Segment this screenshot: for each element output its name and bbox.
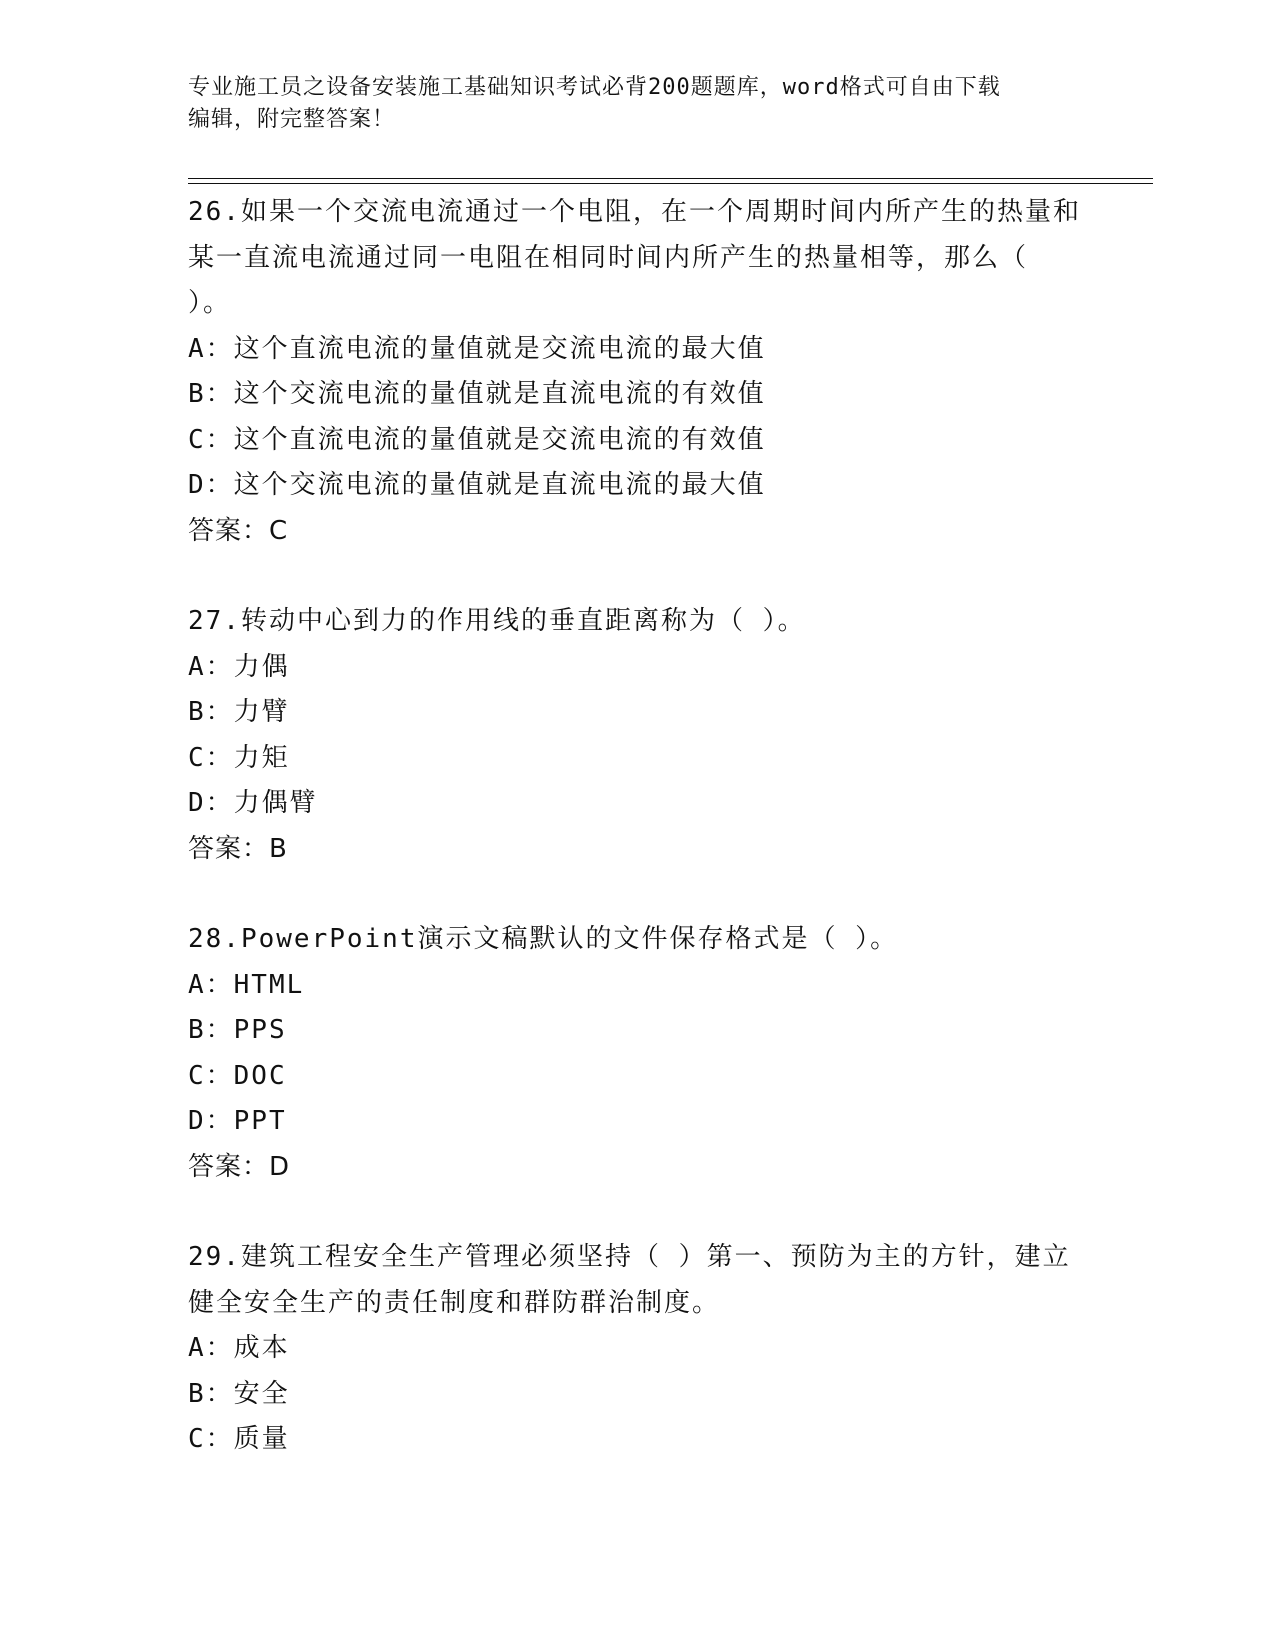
question-text: 28.PowerPoint演示文稿默认的文件保存格式是（ ）。	[188, 924, 899, 954]
option-c: C：质量	[188, 1424, 290, 1454]
question-text: 26.如果一个交流电流通过一个电阻，在一个周期时间内所产生的热量和某一直流电流通过同一电阻在相同时间内所产生的热量相等，那么（ ）。	[188, 197, 1081, 318]
header-line-2: 编辑，附完整答案！	[188, 107, 396, 132]
answer: 答案：C	[188, 515, 289, 546]
option-a: A：成本	[188, 1333, 290, 1363]
option-a: A：力偶	[188, 651, 290, 682]
header-rule-bottom	[188, 183, 1153, 184]
question-28	[188, 917, 1088, 1190]
document-header	[188, 72, 1088, 136]
option-d: D：力偶臂	[188, 788, 318, 818]
answer: 答案：B	[188, 833, 288, 864]
question-26	[188, 190, 1088, 554]
option-b: B：力臂	[188, 697, 290, 727]
option-d: D：PPT	[188, 1106, 287, 1136]
option-b: B：这个交流电流的量值就是直流电流的有效值	[188, 379, 766, 409]
option-a: A：这个直流电流的量值就是交流电流的最大值	[188, 333, 766, 364]
header-rule-top	[188, 178, 1153, 179]
option-d: D：这个交流电流的量值就是直流电流的最大值	[188, 470, 766, 500]
question-text: 27.转动中心到力的作用线的垂直距离称为（ ）。	[188, 606, 806, 636]
header-line-1: 专业施工员之设备安装施工基础知识考试必背200题题库，word格式可自由下载	[188, 75, 1001, 100]
option-c: C：这个直流电流的量值就是交流电流的有效值	[188, 424, 766, 455]
option-b: B：安全	[188, 1378, 290, 1409]
option-c: C：力矩	[188, 742, 290, 773]
answer: 答案：D	[188, 1151, 291, 1182]
question-27	[188, 599, 1088, 872]
option-c: C：DOC	[188, 1060, 287, 1091]
question-text: 29.建筑工程安全生产管理必须坚持（ ）第一、预防为主的方针，建立健全安全生产的责任制度和群防群治制度。	[188, 1242, 1071, 1318]
question-29	[188, 1235, 1088, 1463]
option-b: B：PPS	[188, 1015, 287, 1045]
option-a: A：HTML	[188, 969, 305, 1000]
question-list	[188, 190, 1088, 1508]
